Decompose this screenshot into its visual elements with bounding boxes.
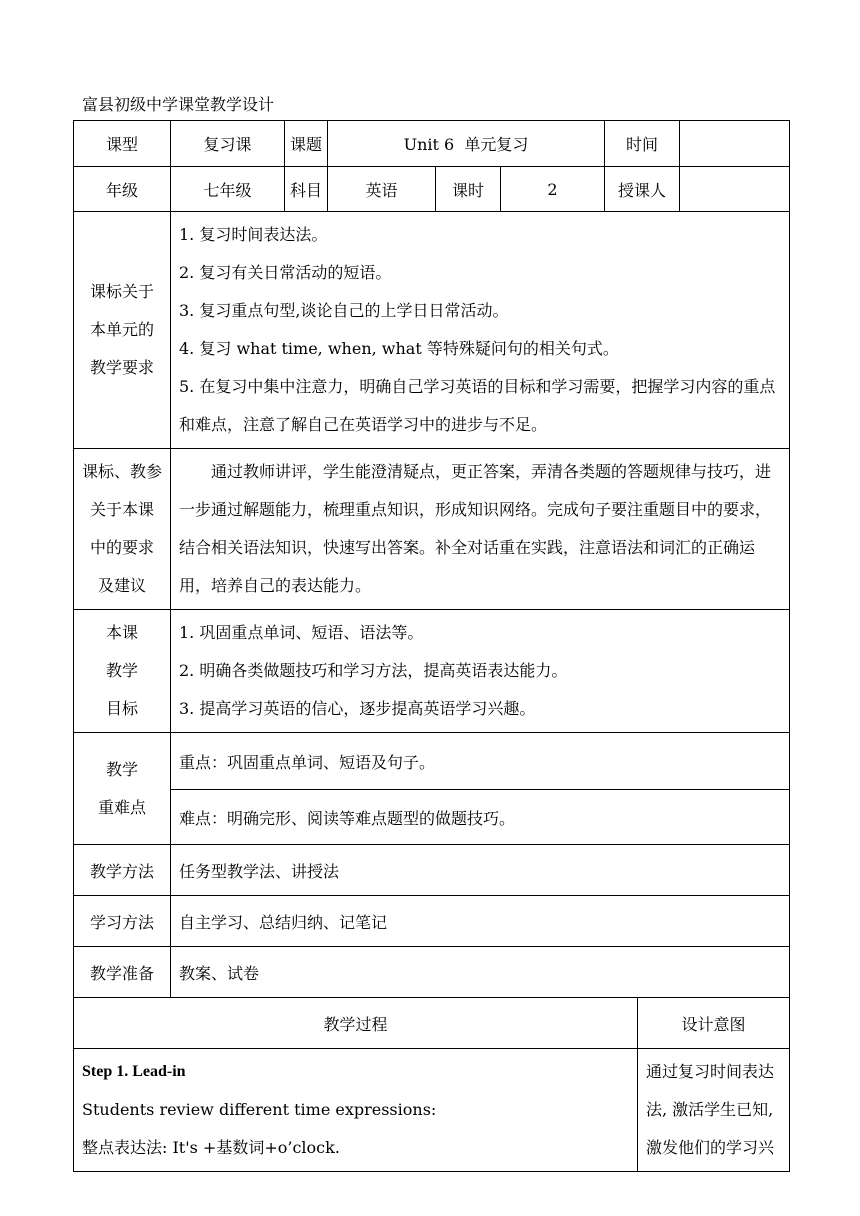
label-teacher: 授课人 [605,167,680,212]
row-difficult-points [74,790,790,845]
value-grade: 七年级 [171,167,285,212]
label-topic: 课题 [285,121,328,167]
value-teacher [680,167,790,212]
keypoints-difficult: 难点：明确完形、阅读等难点题型的做题技巧。 [171,790,790,845]
label-course-type: 课型 [74,121,171,167]
label-suggestions: 课标、教参 关于本课 中的要求 及建议 [74,449,171,610]
step-line: 整点表达法: It's +基数词+o’clock. [82,1138,340,1157]
requirement-item: 3. 复习重点句型,谈论自己的上学日日常活动。 [179,301,509,320]
row-process-header [74,998,790,1049]
requirement-item: 1. 复习时间表达法。 [179,225,328,244]
objective-item: 2. 明确各类做题技巧和学习方法，提高英语表达能力。 [179,661,568,680]
design-intent: 通过复习时间表达法, 激活学生已知, 激发他们的学习兴 [638,1049,790,1172]
objective-item: 1. 巩固重点单词、短语、语法等。 [179,623,424,642]
label-preparation: 教学准备 [74,947,171,998]
value-topic: Unit 6 单元复习 [328,121,605,167]
row-teaching-method [74,845,790,896]
row-suggestions [74,449,790,610]
step-line: Students review different time expressions: [82,1100,437,1119]
process-header: 教学过程 [74,998,638,1049]
requirement-item: 2. 复习有关日常活动的短语。 [179,263,392,282]
row-course-type [74,121,790,167]
row-preparation [74,947,790,998]
suggestions-text: 通过教师讲评，学生能澄清疑点，更正答案，弄清各类题的答题规律与技巧，进一步通过解题能力，梳理重点知识，形成知识网络。完成句子要注重题目中的要求，结合相关语法知识，快速写出答案。补全对话重在实践，注意语法和词汇的正确运用，培养自己的表达能力。 [171,449,790,610]
label-period: 课时 [436,167,501,212]
row-learning-method [74,896,790,947]
objective-item: 3. 提高学习英语的信心，逐步提高英语学习兴趣。 [179,699,536,718]
intent-header: 设计意图 [638,998,790,1049]
value-period: 2 [501,167,605,212]
label-time: 时间 [605,121,680,167]
value-subject: 英语 [328,167,436,212]
label-subject: 科目 [285,167,328,212]
value-teaching-method: 任务型教学法、讲授法 [171,845,790,896]
requirement-item: 5. 在复习中集中注意力，明确自己学习英语的目标和学习需要，把握学习内容的重点和难点，注意了解自己在英语学习中的进步与不足。 [179,377,776,434]
label-objectives: 本课 教学 目标 [74,610,171,733]
value-course-type: 复习课 [171,121,285,167]
step-title: Step 1. Lead-in [82,1063,186,1080]
label-teaching-method: 教学方法 [74,845,171,896]
objectives-list [171,610,790,733]
row-requirements [74,212,790,449]
label-learning-method: 学习方法 [74,896,171,947]
label-grade: 年级 [74,167,171,212]
label-requirements: 课标关于 本单元的 教学要求 [74,212,171,449]
value-preparation: 教案、试卷 [171,947,790,998]
requirements-list [171,212,790,449]
step-1-content [74,1049,638,1172]
row-grade [74,167,790,212]
value-learning-method: 自主学习、总结归纳、记笔记 [171,896,790,947]
document-title: 富县初级中学课堂教学设计 [82,95,275,114]
value-time [680,121,790,167]
requirement-item: 4. 复习 what time, when, what 等特殊疑问句的相关句式。 [179,339,619,358]
lesson-plan-table [73,120,790,1172]
label-keypoints: 教学 重难点 [74,733,171,845]
row-objectives [74,610,790,733]
row-keypoints [74,733,790,790]
keypoints-key: 重点：巩固重点单词、短语及句子。 [171,733,790,790]
row-step-1 [74,1049,790,1172]
